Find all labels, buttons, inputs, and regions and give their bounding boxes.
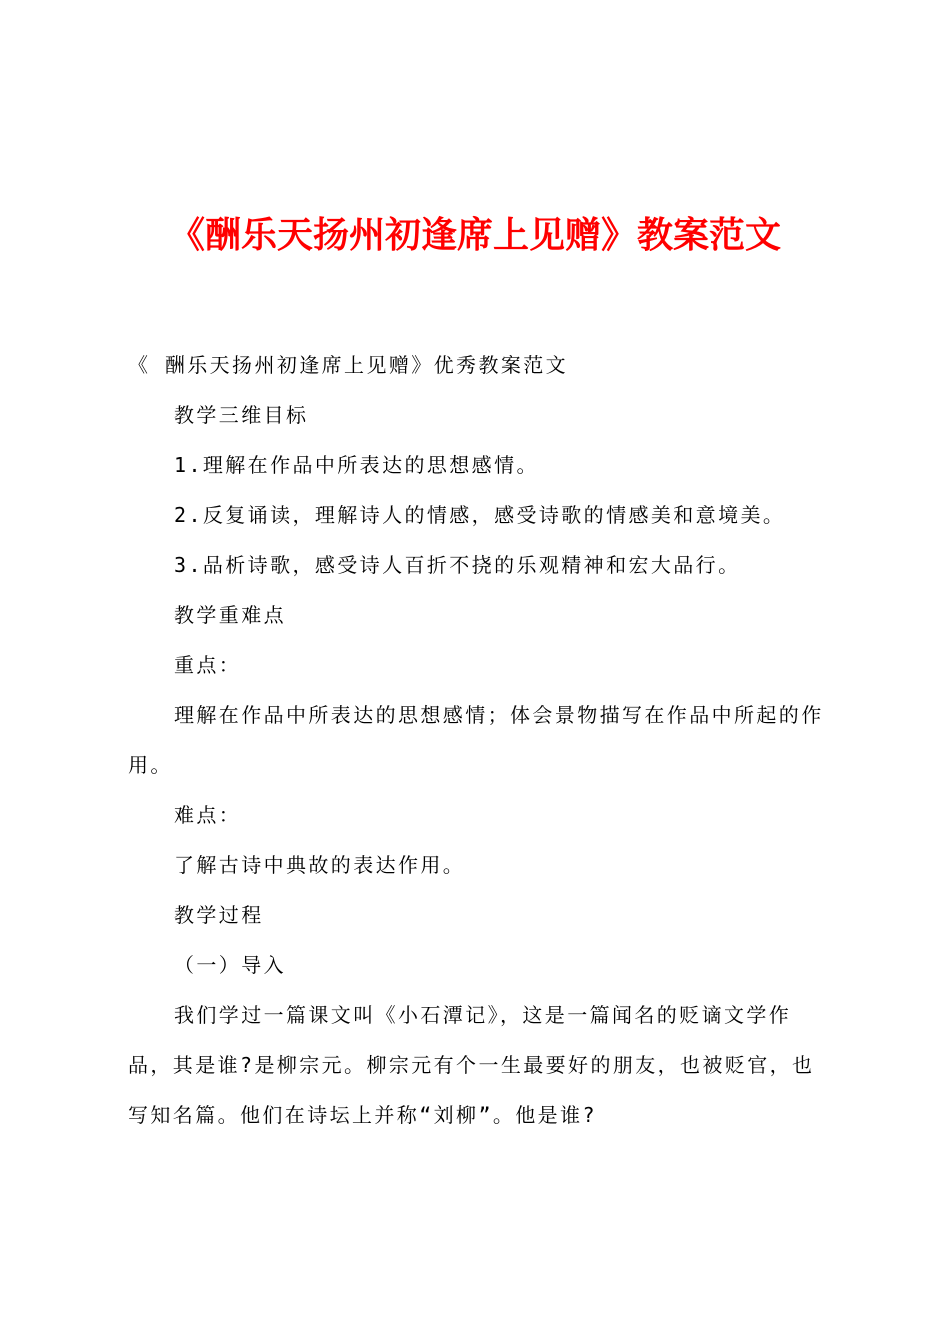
difficulty-label: 难点： <box>174 803 242 827</box>
objective-item-1: 1.理解在作品中所表达的思想感情。 <box>174 453 539 477</box>
section-heading-key-points: 教学重难点 <box>174 603 286 627</box>
objective-item-2: 2.反复诵读，理解诗人的情感，感受诗歌的情感美和意境美。 <box>174 503 786 527</box>
document-title: 《酬乐天扬州初逢席上见赠》教案范文 <box>168 214 781 256</box>
process-intro-text: 我们学过一篇课文叫《小石潭记》，这是一篇闻名的贬谪文学作品，其是谁?是柳宗元。柳宗元有个一生最要好的朋友，也被贬官，也写知名篇。他们在诗坛上并称“刘柳”。他是谁? <box>128 1003 815 1127</box>
key-point-label: 重点： <box>174 653 242 677</box>
process-step-intro: （一）导入 <box>174 953 286 977</box>
difficulty-text: 了解古诗中典故的表达作用。 <box>174 853 466 877</box>
document-subtitle: 《 酬乐天扬州初逢席上见赠》优秀教案范文 <box>128 353 569 377</box>
section-heading-objectives: 教学三维目标 <box>174 403 309 427</box>
document-body <box>128 340 832 1140</box>
section-heading-process: 教学过程 <box>174 903 264 927</box>
objective-item-3: 3.品析诗歌，感受诗人百折不挠的乐观精神和宏大品行。 <box>174 553 741 577</box>
key-point-text: 理解在作品中所表达的思想感情；体会景物描写在作品中所起的作用。 <box>128 703 824 777</box>
